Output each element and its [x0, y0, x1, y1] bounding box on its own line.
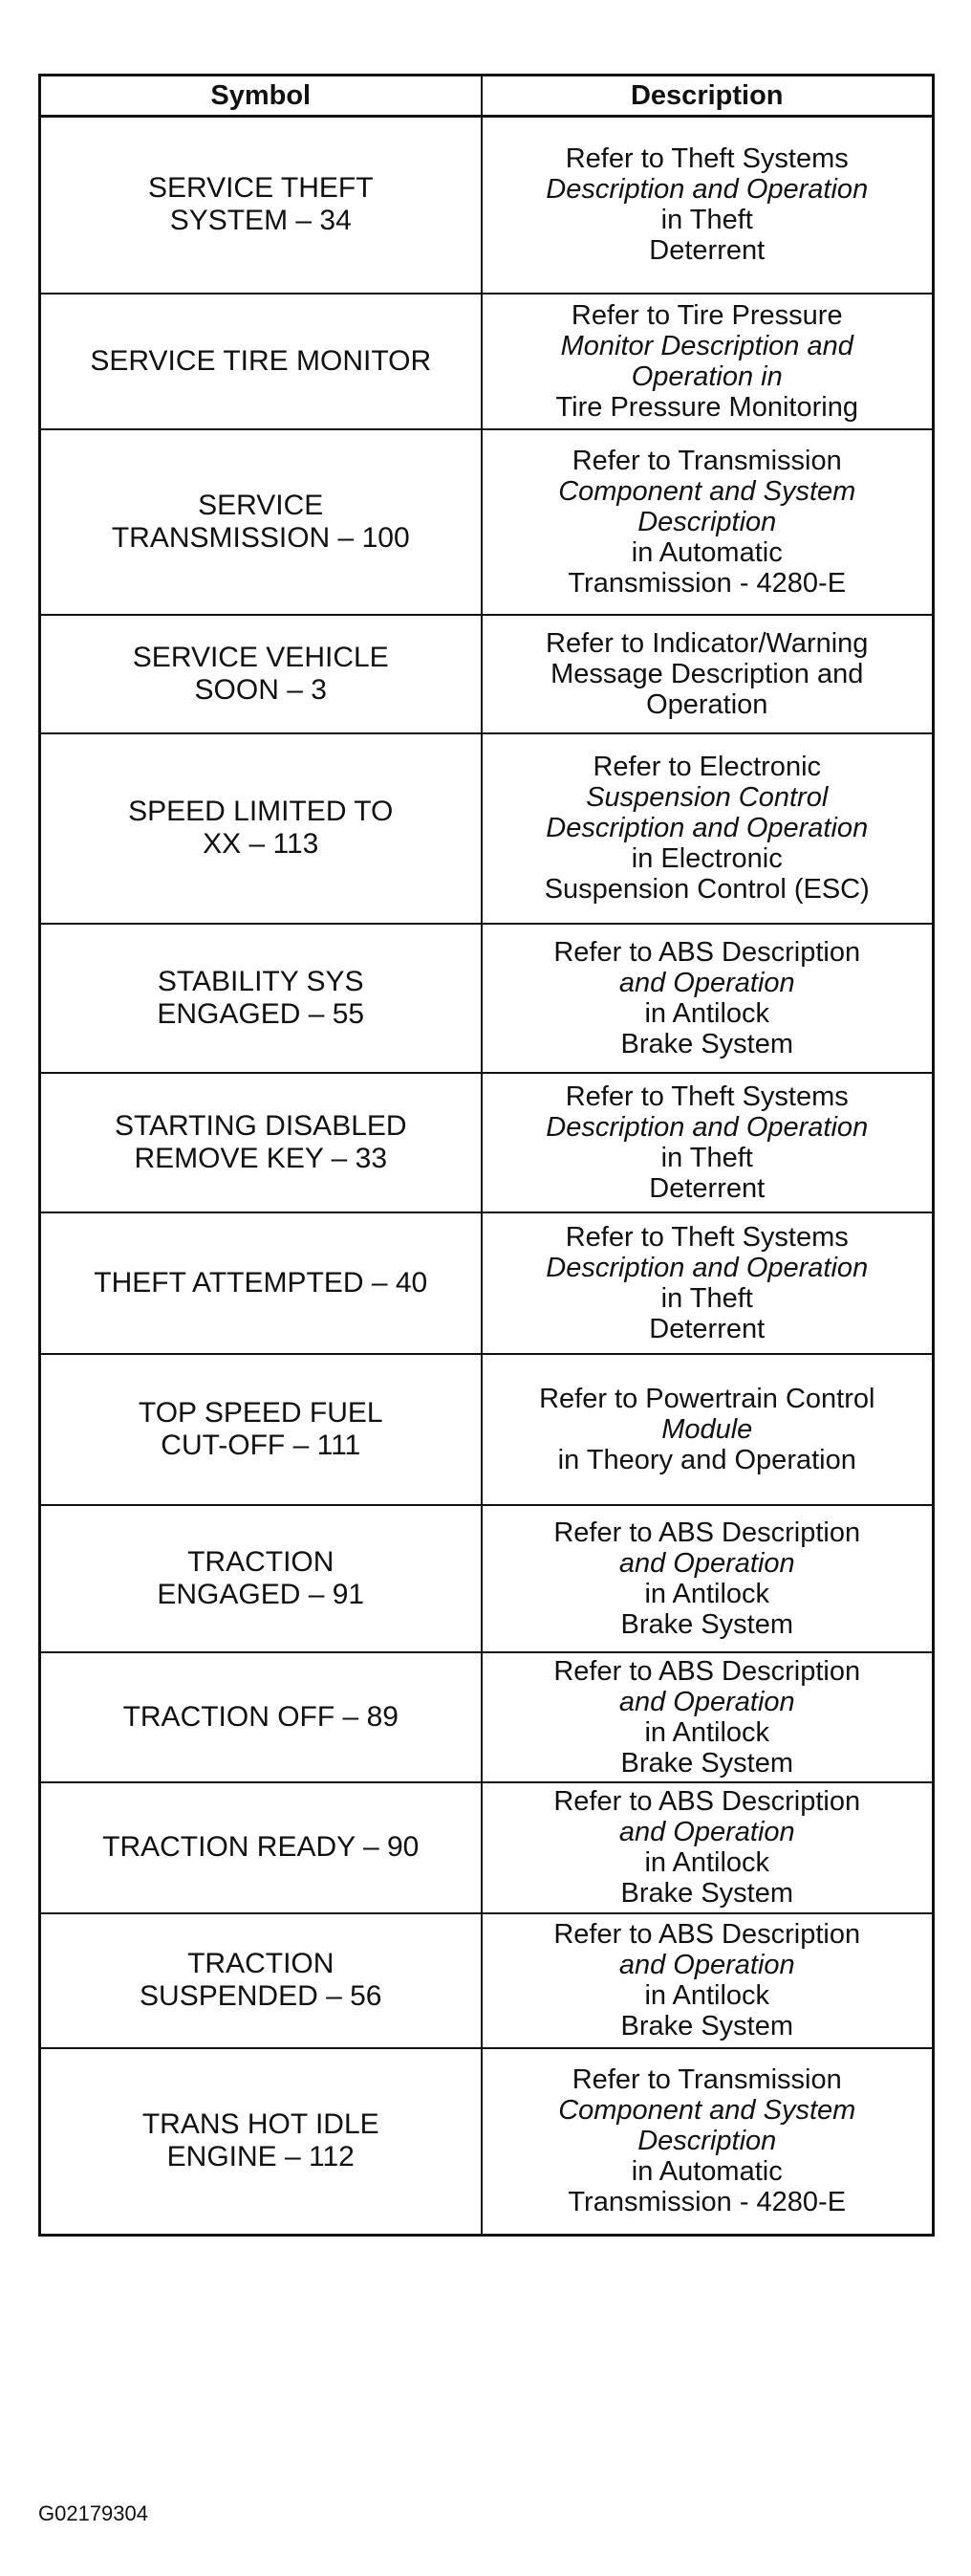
figure-id: G02179304 [38, 2501, 148, 2525]
symbol-cell [40, 1073, 482, 1212]
symbol-line: TRACTION READY – 90 [102, 1831, 420, 1863]
description-cell [482, 429, 934, 615]
description-cell [482, 1913, 934, 2048]
symbol-line: THEFT ATTEMPTED – 40 [94, 1266, 428, 1299]
symbol-cell [40, 117, 482, 294]
description-cell [482, 2048, 934, 2236]
symbol-cell [40, 2048, 482, 2236]
description-line: Refer to Indicator/Warning [546, 627, 869, 659]
description-line: Transmission - 4280-E [568, 2187, 847, 2218]
table-row [40, 733, 934, 924]
description-line: in Theft [660, 1282, 753, 1314]
description-cell [482, 1354, 934, 1505]
description-line: Description [637, 506, 777, 537]
table-row [40, 1212, 934, 1354]
description-line: in Automatic [631, 2156, 783, 2188]
symbol-line: SERVICE VEHICLE [132, 641, 389, 673]
symbol-line: CUT-OFF – 111 [161, 1429, 361, 1461]
table-row [40, 429, 934, 615]
description-line: Refer to Theft Systems [565, 143, 849, 175]
symbol-line: SPEED LIMITED TO [128, 796, 394, 827]
description-line: Module [661, 1413, 753, 1445]
description-line: Brake System [620, 1608, 793, 1640]
description-line: Refer to Powertrain Control [539, 1383, 875, 1414]
description-line: in Theory and Operation [557, 1444, 856, 1475]
table-row [40, 2048, 934, 2236]
description-line: Brake System [620, 1028, 793, 1059]
description-cell [482, 615, 934, 733]
description-line: in Electronic [631, 843, 783, 874]
symbol-column-header: Symbol [40, 76, 482, 117]
description-cell [482, 924, 934, 1073]
description-line: and Operation [618, 1950, 795, 1980]
description-line: Operation in [631, 360, 783, 392]
description-cell [482, 1212, 934, 1354]
description-cell [482, 1652, 934, 1782]
symbol-line: REMOVE KEY – 33 [134, 1142, 388, 1174]
description-cell [482, 1505, 934, 1652]
description-line: in Antilock [644, 1847, 770, 1878]
description-cell [482, 1782, 934, 1913]
description-line: in Antilock [644, 1716, 770, 1748]
table-row [40, 1652, 934, 1782]
symbol-line: SUSPENDED – 56 [140, 1980, 382, 2012]
description-line: Refer to ABS Description [553, 1517, 861, 1548]
symbol-line: TOP SPEED FUEL [138, 1396, 383, 1429]
description-line: Message Description and [550, 658, 864, 689]
description-line: Refer to ABS Description [553, 1919, 861, 1950]
symbol-line: SERVICE TIRE MONITOR [90, 344, 432, 377]
symbol-line: STABILITY SYS [157, 965, 364, 997]
description-line: Description and Operation [546, 174, 869, 206]
description-line: Refer to Theft Systems [565, 1081, 849, 1112]
description-line: Refer to Electronic [593, 752, 822, 782]
symbol-cell [40, 429, 482, 615]
table-row [40, 1505, 934, 1652]
symbol-line: XX – 113 [203, 828, 319, 860]
symbol-cell [40, 1354, 482, 1505]
description-line: Refer to Theft Systems [565, 1221, 849, 1253]
symbol-cell [40, 1913, 482, 2048]
description-line: Tire Pressure Monitoring [555, 391, 858, 423]
description-line: Refer to Transmission [572, 2064, 842, 2096]
description-line: Deterrent [649, 1313, 766, 1344]
table-row [40, 615, 934, 733]
table-row [40, 924, 934, 1073]
description-line: in Antilock [644, 997, 770, 1029]
description-line: Brake System [620, 1878, 793, 1909]
symbol-line: TRACTION [187, 1948, 334, 1979]
symbol-cell [40, 1652, 482, 1782]
description-line: in Antilock [644, 1578, 770, 1609]
description-column-header: Description [482, 76, 934, 117]
symbol-cell [40, 294, 482, 429]
symbol-line: TRANSMISSION – 100 [111, 521, 410, 554]
description-line: in Theft [660, 205, 753, 236]
description-cell [482, 117, 934, 294]
description-line: Brake System [620, 1747, 793, 1779]
description-line: Deterrent [649, 1172, 766, 1204]
symbol-line: SERVICE THEFT [147, 172, 374, 205]
description-line: Description and Operation [546, 813, 869, 843]
description-line: Suspension Control (ESC) [544, 874, 870, 905]
description-cell [482, 294, 934, 429]
symbol-line: TRACTION OFF – 89 [122, 1700, 399, 1733]
symbol-line: TRACTION [187, 1545, 334, 1578]
description-line: Component and System [558, 475, 856, 507]
description-line: and Operation [618, 1547, 795, 1579]
table-row [40, 1913, 934, 2048]
description-line: Brake System [620, 2011, 793, 2041]
symbol-line: STARTING DISABLED [114, 1109, 407, 1142]
table-row [40, 1354, 934, 1505]
description-line: Refer to Tire Pressure [571, 299, 843, 331]
description-cell [482, 733, 934, 924]
description-line: Refer to ABS Description [553, 1655, 861, 1687]
table-row [40, 117, 934, 294]
description-line: Refer to ABS Description [553, 1786, 861, 1817]
symbol-cell [40, 733, 482, 924]
symbol-cell [40, 924, 482, 1073]
symbol-cell [40, 615, 482, 733]
description-line: Refer to ABS Description [553, 936, 861, 968]
table-body [40, 117, 934, 2236]
message-table [38, 74, 935, 2237]
description-line: in Antilock [644, 1980, 770, 2011]
description-line: Suspension Control [586, 782, 829, 813]
table-row [40, 1073, 934, 1212]
description-line: Component and System [558, 2095, 856, 2127]
table-row [40, 1782, 934, 1913]
table-row [40, 294, 934, 429]
description-line: and Operation [618, 1817, 795, 1847]
symbol-cell [40, 1782, 482, 1913]
symbol-line: SYSTEM – 34 [169, 205, 352, 237]
symbol-line: SERVICE [198, 489, 324, 521]
description-line: Refer to Transmission [572, 445, 842, 476]
symbol-line: ENGAGED – 91 [157, 1578, 365, 1610]
symbol-line: TRANS HOT IDLE [141, 2108, 379, 2141]
description-line: Monitor Description and [560, 330, 853, 361]
symbol-cell [40, 1505, 482, 1652]
document-page [38, 74, 932, 2237]
description-line: and Operation [618, 967, 795, 998]
header-row [40, 76, 934, 117]
description-line: Description [637, 2126, 777, 2157]
symbol-line: ENGINE – 112 [166, 2141, 355, 2173]
description-cell [482, 1073, 934, 1212]
description-line: Transmission - 4280-E [568, 567, 847, 599]
description-line: Description and Operation [546, 1111, 869, 1143]
description-line: in Automatic [631, 536, 783, 568]
symbol-cell [40, 1212, 482, 1354]
description-line: in Theft [660, 1142, 753, 1173]
symbol-line: SOON – 3 [194, 673, 327, 706]
description-line: and Operation [618, 1686, 795, 1717]
description-line: Operation [646, 688, 768, 720]
symbol-line: ENGAGED – 55 [157, 997, 365, 1030]
description-line: Description and Operation [546, 1252, 869, 1283]
description-line: Deterrent [649, 235, 766, 267]
